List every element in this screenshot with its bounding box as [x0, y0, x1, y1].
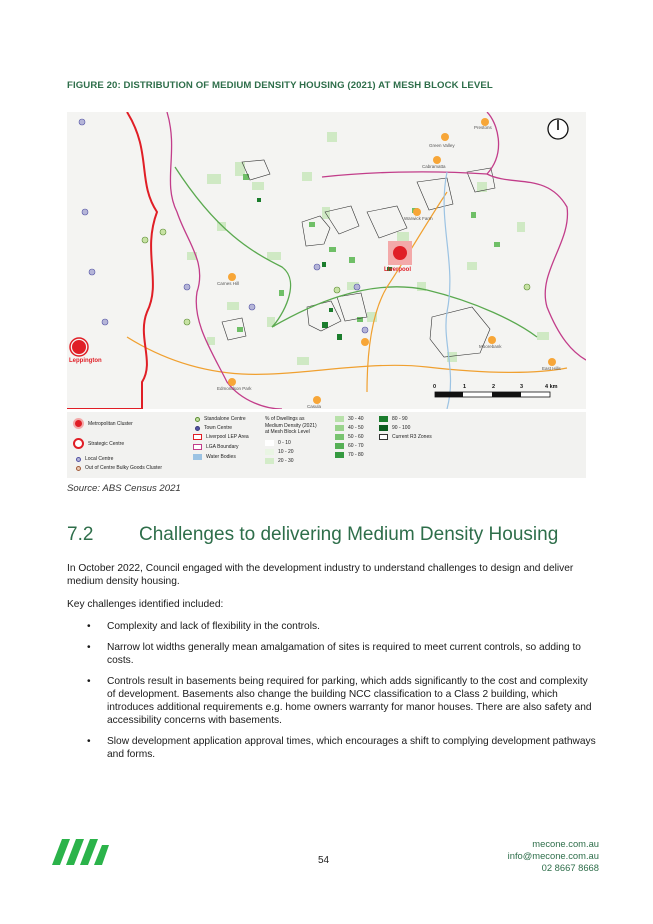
density-swatch: [335, 452, 344, 458]
legend-liverpool-lep: [193, 434, 249, 440]
label-carnes-hill: Carnes Hill: [217, 281, 240, 286]
list-item: [67, 641, 597, 667]
legend-label: 30 - 40: [348, 416, 364, 422]
legend-label: 40 - 50: [348, 425, 364, 431]
legend-class-0: [265, 440, 291, 446]
legend-class-5: [335, 434, 364, 440]
label-prestons: Prestons: [474, 125, 492, 130]
page-number: 54: [318, 855, 330, 866]
legend-class-1: [265, 449, 294, 455]
bullet-icon: •: [87, 621, 91, 632]
legend-class-6: [335, 443, 364, 449]
footer-email[interactable]: info@mecone.com.au: [507, 850, 599, 861]
legend-label: 20 - 30: [278, 458, 294, 464]
density-title-line: % of Dwellings as: [265, 416, 305, 422]
bulky-goods-icon: [76, 466, 81, 471]
label-leppington: Leppington: [69, 358, 102, 364]
map-figure: [67, 112, 586, 409]
density-swatch: [335, 416, 344, 422]
key-challenges-intro: Key challenges identified included:: [67, 599, 224, 610]
north-arrow-icon: [548, 119, 568, 139]
legend-water-bodies: [193, 454, 236, 460]
list-item-text: Controls result in basements being required for parking, which adds significantly to the cost and complexity of development. Basements also change the building NCC classification to a Class 2 building, which introduces additional requirements e.g. home owners warranty for manor houses. There are also safety and accessibility concerns with basements.: [107, 676, 592, 726]
label-moorebank: Moorebank: [479, 344, 502, 349]
legend-local-centre: [76, 456, 113, 462]
density-swatch: [265, 458, 274, 464]
section-number: 7.2: [67, 524, 94, 545]
list-item: [67, 735, 597, 761]
metropolitan-cluster-icon: [73, 418, 84, 429]
legend-class-7: [335, 452, 364, 458]
legend-class-3: [335, 416, 364, 422]
footer-phone: 02 8667 8668: [541, 862, 599, 873]
mecone-logo: [52, 835, 110, 872]
figure-title: FIGURE 20: DISTRIBUTION OF MEDIUM DENSITY HOUSING (2021) AT MESH BLOCK LEVEL: [67, 80, 493, 91]
legend-class-9: [379, 425, 410, 431]
legend-label: 50 - 60: [348, 434, 364, 440]
footer-website[interactable]: mecone.com.au: [532, 838, 599, 849]
legend-label: 90 - 100: [392, 425, 411, 431]
legend-class-8: [379, 416, 408, 422]
legend-class-2: [265, 458, 294, 464]
scale-tick-0: 0: [433, 384, 437, 390]
intro-paragraph: In October 2022, Council engaged with the development industry to understand challenges to design and deliver medium density housing.: [67, 563, 574, 587]
liverpool-marker: [393, 246, 407, 260]
legend-lga-boundary: [193, 444, 239, 450]
legend-class-4: [335, 425, 364, 431]
legend-label: Town Centre: [204, 425, 233, 431]
density-swatch: [379, 416, 388, 422]
strategic-centre-icon: [73, 438, 84, 449]
legend-label: 80 - 90: [392, 416, 408, 422]
legend-label: 10 - 20: [278, 449, 294, 455]
legend-label: Current R3 Zones: [392, 434, 432, 440]
metropolitan-cluster-marker: [73, 341, 85, 353]
r3-zone-swatch: [379, 434, 388, 440]
scale-tick-1: 1: [463, 384, 467, 390]
list-item: [67, 620, 597, 633]
challenges-list: [67, 620, 597, 769]
legend-label: Strategic Centre: [88, 440, 125, 447]
scale-tick-4: 4 km: [545, 384, 558, 390]
list-item-text: Narrow lot widths generally mean amalgamation of sites is required to meet current controls, so adding to costs.: [107, 642, 581, 666]
town-centre-icon: [195, 426, 200, 431]
label-edmondson-park: Edmondson Park: [217, 386, 252, 391]
density-title-line: Medium Density (2021): [265, 422, 317, 429]
label-casula: Casula: [307, 404, 322, 409]
scale-tick-3: 3: [520, 384, 524, 390]
legend-current-r3: [379, 434, 432, 440]
water-body-icon: [193, 454, 202, 460]
label-liverpool: Liverpool: [384, 267, 412, 273]
density-swatch: [335, 434, 344, 440]
list-item-text: Slow development application approval times, which encourages a shift to complying development pathways and forms.: [107, 736, 596, 760]
bullet-icon: •: [87, 642, 91, 653]
density-swatch: [335, 443, 344, 449]
label-cabramatta: Cabramatta: [422, 164, 446, 169]
list-item-text: Complexity and lack of flexibility in the controls.: [107, 621, 320, 632]
legend-label: 0 - 10: [278, 440, 291, 446]
legend-strategic-centre: [73, 438, 124, 449]
legend-label: Liverpool LEP Area: [206, 434, 249, 440]
density-title-line: at Mesh Block Level: [265, 429, 310, 435]
section-title: Challenges to delivering Medium Density Housing: [139, 524, 559, 545]
legend-standalone-centre: [195, 416, 246, 422]
bullet-icon: •: [87, 676, 91, 687]
density-swatch: [379, 425, 388, 431]
legend-density-title: [265, 416, 317, 436]
legend-label: Out of Centre Bulky Goods Cluster: [85, 465, 162, 471]
legend-label: 60 - 70: [348, 443, 364, 449]
map-graphic: [67, 112, 586, 409]
list-item: [67, 675, 597, 727]
label-east-hills: East Hills: [542, 366, 561, 371]
legend-label: Water Bodies: [206, 454, 236, 460]
density-swatch: [335, 425, 344, 431]
legend-town-centre: [195, 425, 232, 431]
density-swatch: [265, 449, 274, 455]
mecone-logo-icon: [52, 835, 110, 867]
label-warwick-farm: Warwick Farm: [404, 216, 433, 221]
legend-metropolitan-cluster: [73, 418, 133, 429]
legend-label: Metropolitan Cluster: [88, 420, 133, 427]
figure-source: Source: ABS Census 2021: [67, 483, 181, 494]
legend-label: Local Centre: [85, 456, 114, 462]
legend-label: LGA Boundary: [206, 444, 239, 450]
legend-label: Standalone Centre: [204, 416, 246, 422]
lga-boundary-icon: [193, 444, 202, 450]
scale-tick-2: 2: [492, 384, 496, 390]
standalone-centre-icon: [195, 417, 200, 422]
legend-label: 70 - 80: [348, 452, 364, 458]
density-swatch: [265, 440, 274, 446]
legend-out-of-centre: [76, 465, 162, 471]
label-green-valley: Green Valley: [429, 143, 455, 148]
map-legend: [67, 412, 586, 478]
bullet-icon: •: [87, 736, 91, 747]
footer-contact: [508, 838, 599, 874]
lep-area-icon: [193, 434, 202, 440]
local-centre-icon: [76, 457, 81, 462]
